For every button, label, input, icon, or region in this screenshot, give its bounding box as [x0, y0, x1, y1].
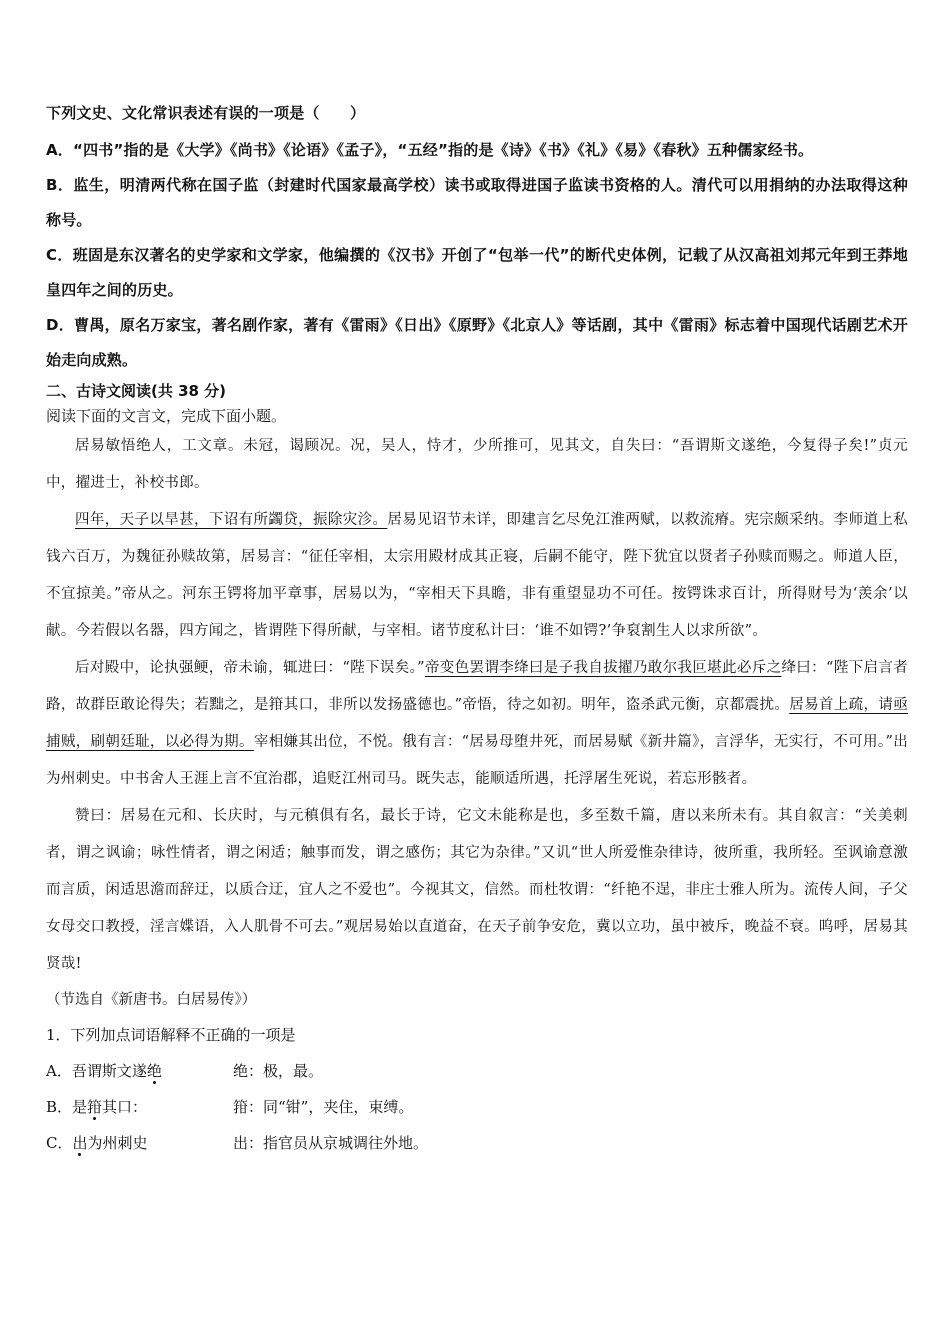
passage-p3-text-a: 后对殿中，论执强鲠，帝未谕，辄进曰：“陛下误矣。” — [75, 660, 425, 676]
passage-paragraph-4 — [46, 798, 908, 983]
passage-source: （节选自《新唐书。白居易传》） — [46, 992, 257, 1008]
passage-p3-text-c: 绛曰：“陛下启言者路，故群臣敢论得失；若黜之，是箝其口，非所以发扬盛德也。”帝悟，待之如初。明年，盗杀武元衡，京都震扰。 — [46, 660, 908, 713]
option-d: D．曹禺，原名万家宝，著名剧作家，著有《雷雨》《日出》《原野》《北京人》等话剧，其中《雷雨》标志着中国现代话剧艺术开始走向成熟。 — [46, 316, 908, 369]
question-stem: 下列文史、文化常识表述有误的一项是（ ） — [46, 104, 366, 122]
choice-c — [46, 1125, 908, 1161]
dotted-word: 出 — [72, 1134, 88, 1152]
dotted-word: 绝 — [146, 1062, 162, 1080]
document-page — [46, 98, 908, 1161]
passage-paragraph-3 — [46, 650, 908, 798]
question-1-stem: 1．下列加点词语解释不正确的一项是 — [46, 1026, 296, 1044]
underlined-sentence-1: 四年，天子以旱甚，下诏有所蠲贷，振除灾沴。 — [75, 512, 388, 528]
section-title: 二、古诗文阅读(共 38 分) — [46, 382, 227, 400]
section-intro: 阅读下面的文言文，完成下面小题。 — [46, 407, 287, 425]
choice-c-label: C．出为州刺史 — [46, 1134, 148, 1152]
option-c: C．班固是东汉著名的史学家和文学家，他编撰的《汉书》开创了“包举一代”的断代史体例，记载了从汉高祖刘邦元年到王莽地皇四年之间的历史。 — [46, 246, 908, 299]
choice-a-explanation: 绝：极，最。 — [233, 1062, 324, 1080]
choice-a — [46, 1053, 908, 1089]
underlined-sentence-2: 帝变色罢谓李绛曰是子我自拔擢乃敢尔我叵堪此必斥之 — [424, 660, 782, 676]
passage-p1-text: 居易敏悟绝人，工文章。未冠，谒顾况。况，吴人，恃才，少所推可，见其文，自失曰：“吾谓斯文遂绝，今复得子矣!”贞元中，擢进士，补校书郎。 — [46, 438, 908, 491]
choice-a-label: A．吾谓斯文遂绝 — [46, 1062, 162, 1080]
passage-paragraph-2 — [46, 502, 908, 650]
passage-p2-text: 居易见诏节未详，即建言乞尽免江淮两赋，以救流瘠。宪宗颇采纳。李师道上私钱六百万，为魏征孙赎故第，居易言：“征任宰相，太宗用殿材成其正寝，后嗣不能守，陛下犹宜以贤者子孙赎而赐之。师道人臣，不宜掠美。”帝从之。河东王锷将加平章事，居易以为，“宰相天下具瞻，非有重望显功不可任。按锷诛求百计，所得财号为‘羡余’以献。今若假以名器，四方闻之，皆谓陛下得所献，与宰相。诸节度私计曰：‘谁不如锷?’争裒割生人以求所欲”。 — [46, 512, 908, 639]
passage-p3-text-e: 宰相嫌其出位，不悦。俄有言：“居易母堕井死，而居易赋《新井篇》，言浮华，无实行，不可用。”出为州刺史。中书舍人王涯上言不宜治郡，追贬江州司马。既失志，能顺适所遇，托浮屠生死说，若忘形骸者。 — [46, 734, 909, 787]
option-a: A．“四书”指的是《大学》《尚书》《论语》《孟子》，“五经”指的是《诗》《书》《礼》《易》《春秋》五种儒家经书。 — [46, 141, 814, 159]
choice-b-label: B．是箝其口： — [46, 1098, 148, 1116]
classical-passage — [46, 428, 908, 983]
choice-c-explanation: 出：指官员从京城调往外地。 — [233, 1134, 429, 1152]
choice-b-explanation: 箝：同“钳”，夹住，束缚。 — [233, 1098, 414, 1116]
passage-paragraph-1 — [46, 428, 908, 502]
choice-b — [46, 1089, 908, 1125]
underlined-sentence-3: 居易首上疏，请亟捕贼，刷朝廷耻，以必得为期。 — [46, 697, 908, 750]
passage-p4-text: 赞曰：居易在元和、长庆时，与元稹俱有名，最长于诗，它文未能称是也，多至数千篇，唐以来所未有。其自叙言：“关美刺者，谓之讽谕；咏性情者，谓之闲适；触事而发，谓之感伤；其它为杂律。”又讥“世人所爱惟杂律诗，彼所重，我所轻。至讽谕意激而言质，闲适思澹而辞迂，以质合迂，宜人之不爱也”。今视其文，信然。而杜牧谓：“纤艳不逞，非庄士雅人所为。流传人间，子父女母交口教授，淫言媟语，入人肌骨不可去。”观居易始以直道奋，在天子前争安危，冀以立功，虽中被斥，晚益不衰。呜呼，居易其贤哉! — [46, 808, 908, 972]
option-b: B．监生，明清两代称在国子监（封建时代国家最高学校）读书或取得进国子监读书资格的人。清代可以用捐纳的办法取得这种称号。 — [46, 176, 908, 229]
dotted-word: 箝 — [87, 1098, 103, 1116]
